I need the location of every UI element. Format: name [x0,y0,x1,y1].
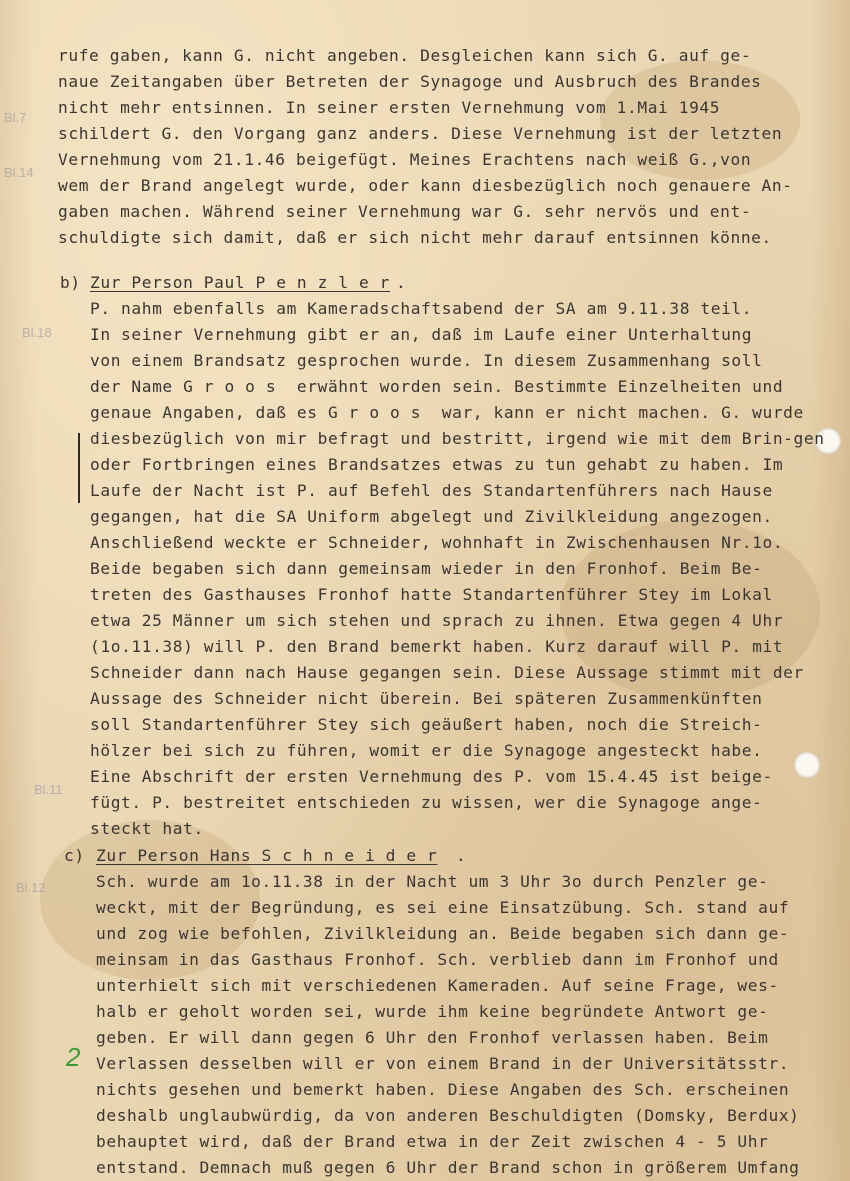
section-b-heading-end: . [396,273,407,292]
text-line: hölzer bei sich zu führen, womit er die Synagoge angesteckt habe. [90,741,763,760]
text-line: entstand. Demnach muß gegen 6 Uhr der Brand schon in größerem Umfang [96,1158,800,1177]
section-c-heading-end: . [456,846,467,865]
text-line: oder Fortbringen eines Brandsatzes etwas zu tun gehabt zu haben. Im [90,455,784,474]
margin-note: Bl.14 [4,165,34,180]
text-line: der Name G r o o s erwähnt worden sein. Bestimmte Einzelheiten und [90,377,784,396]
text-line: fügt. P. bestreitet entschieden zu wissen, wer die Synagoge ange- [90,793,763,812]
text-line: und zog wie befohlen, Zivilkleidung an. Beide begaben sich dann ge- [96,924,790,943]
section-b-heading: Zur Person Paul P e n z l e r [90,273,391,292]
text-line: schildert G. den Vorgang ganz anders. Diese Vernehmung ist der letzten [58,124,783,143]
text-line: weckt, mit der Begründung, es sei eine Einsatzübung. Sch. stand auf [96,898,790,917]
text-line: schuldigte sich damit, daß er sich nicht mehr darauf entsinnen könne. [58,228,772,247]
text-line: wem der Brand angelegt wurde, oder kann diesbezüglich noch genauere An- [58,176,793,195]
text-line: treten des Gasthauses Fronhof hatte Standartenführer Stey im Lokal [90,585,773,604]
text-line: steckt hat. [90,819,204,838]
text-line: In seiner Vernehmung gibt er an, daß im Laufe einer Unterhaltung [90,325,753,344]
section-c-label: c) [64,846,85,865]
punch-hole [794,752,820,778]
pencil-annotation: 2 [66,1042,81,1072]
text-line: rufe gaben, kann G. nicht angeben. Desgleichen kann sich G. auf ge- [58,46,752,65]
text-line: (1o.11.38) will P. den Brand bemerkt haben. Kurz darauf will P. mit [90,637,784,656]
margin-note: Bl.7 [4,110,27,125]
text-line: meinsam in das Gasthaus Fronhof. Sch. verblieb dann im Fronhof und [96,950,779,969]
text-line: nicht mehr entsinnen. In seiner ersten Vernehmung vom 1.Mai 1945 [58,98,721,117]
text-line: P. nahm ebenfalls am Kameradschaftsabend der SA am 9.11.38 teil. [90,299,753,318]
margin-note: Bl.12 [16,880,46,895]
section-c-heading: Zur Person Hans S c h n e i d e r [96,846,438,865]
text-line: naue Zeitangaben über Betreten der Synagoge und Ausbruch des Brandes [58,72,762,91]
text-line: genaue Angaben, daß es G r o o s war, kann er nicht machen. G. wurde [90,403,804,422]
text-line: Verlassen desselben will er von einem Brand in der Universitätsstr. [96,1054,790,1073]
margin-note: Bl.18 [22,325,52,340]
text-line: gaben machen. Während seiner Vernehmung war G. sehr nervös und ent- [58,202,752,221]
text-line: etwa 25 Männer um sich stehen und sprach zu ihnen. Etwa gegen 4 Uhr [90,611,784,630]
text-line: Schneider dann nach Hause gegangen sein. Diese Aussage stimmt mit der [90,663,804,682]
text-line: geben. Er will dann gegen 6 Uhr den Fronhof verlassen haben. Beim [96,1028,769,1047]
text-line: Aussage des Schneider nicht überein. Bei späteren Zusammenkünften [90,689,763,708]
margin-bar-mark [78,433,80,503]
text-line: Vernehmung vom 21.1.46 beigefügt. Meines Erachtens nach weiß G.,von [58,150,752,169]
text-line: behauptet wird, daß der Brand etwa in der Zeit zwischen 4 - 5 Uhr [96,1132,769,1151]
section-b-label: b) [60,273,81,292]
text-line: Laufe der Nacht ist P. auf Befehl des Standartenführers nach Hause [90,481,773,500]
text-line: soll Standartenführer Stey sich geäußert haben, noch die Streich- [90,715,763,734]
text-line: unterhielt sich mit verschiedenen Kameraden. Auf seine Frage, wes- [96,976,779,995]
text-line: Beide begaben sich dann gemeinsam wieder in den Fronhof. Beim Be- [90,559,763,578]
text-line: Sch. wurde am 1o.11.38 in der Nacht um 3 Uhr 3o durch Penzler ge- [96,872,769,891]
text-line: von einem Brandsatz gesprochen wurde. In diesem Zusammenhang soll [90,351,763,370]
text-line: Eine Abschrift der ersten Vernehmung des P. vom 15.4.45 ist beige- [90,767,773,786]
text-line: nichts gesehen und bemerkt haben. Diese Angaben des Sch. erscheinen [96,1080,790,1099]
margin-note: Bl.11 [34,782,63,797]
text-line: deshalb unglaubwürdig, da von anderen Beschuldigten (Domsky, Berdux) [96,1106,800,1125]
text-line: Anschließend weckte er Schneider, wohnhaft in Zwischenhausen Nr.1o. [90,533,784,552]
text-line: gegangen, hat die SA Uniform abgelegt und Zivilkleidung angezogen. [90,507,773,526]
text-line: halb er geholt worden sei, wurde ihm keine begründete Antwort ge- [96,1002,769,1021]
text-line: diesbezüglich von mir befragt und bestritt, irgend wie mit dem Brin-gen [90,429,825,448]
